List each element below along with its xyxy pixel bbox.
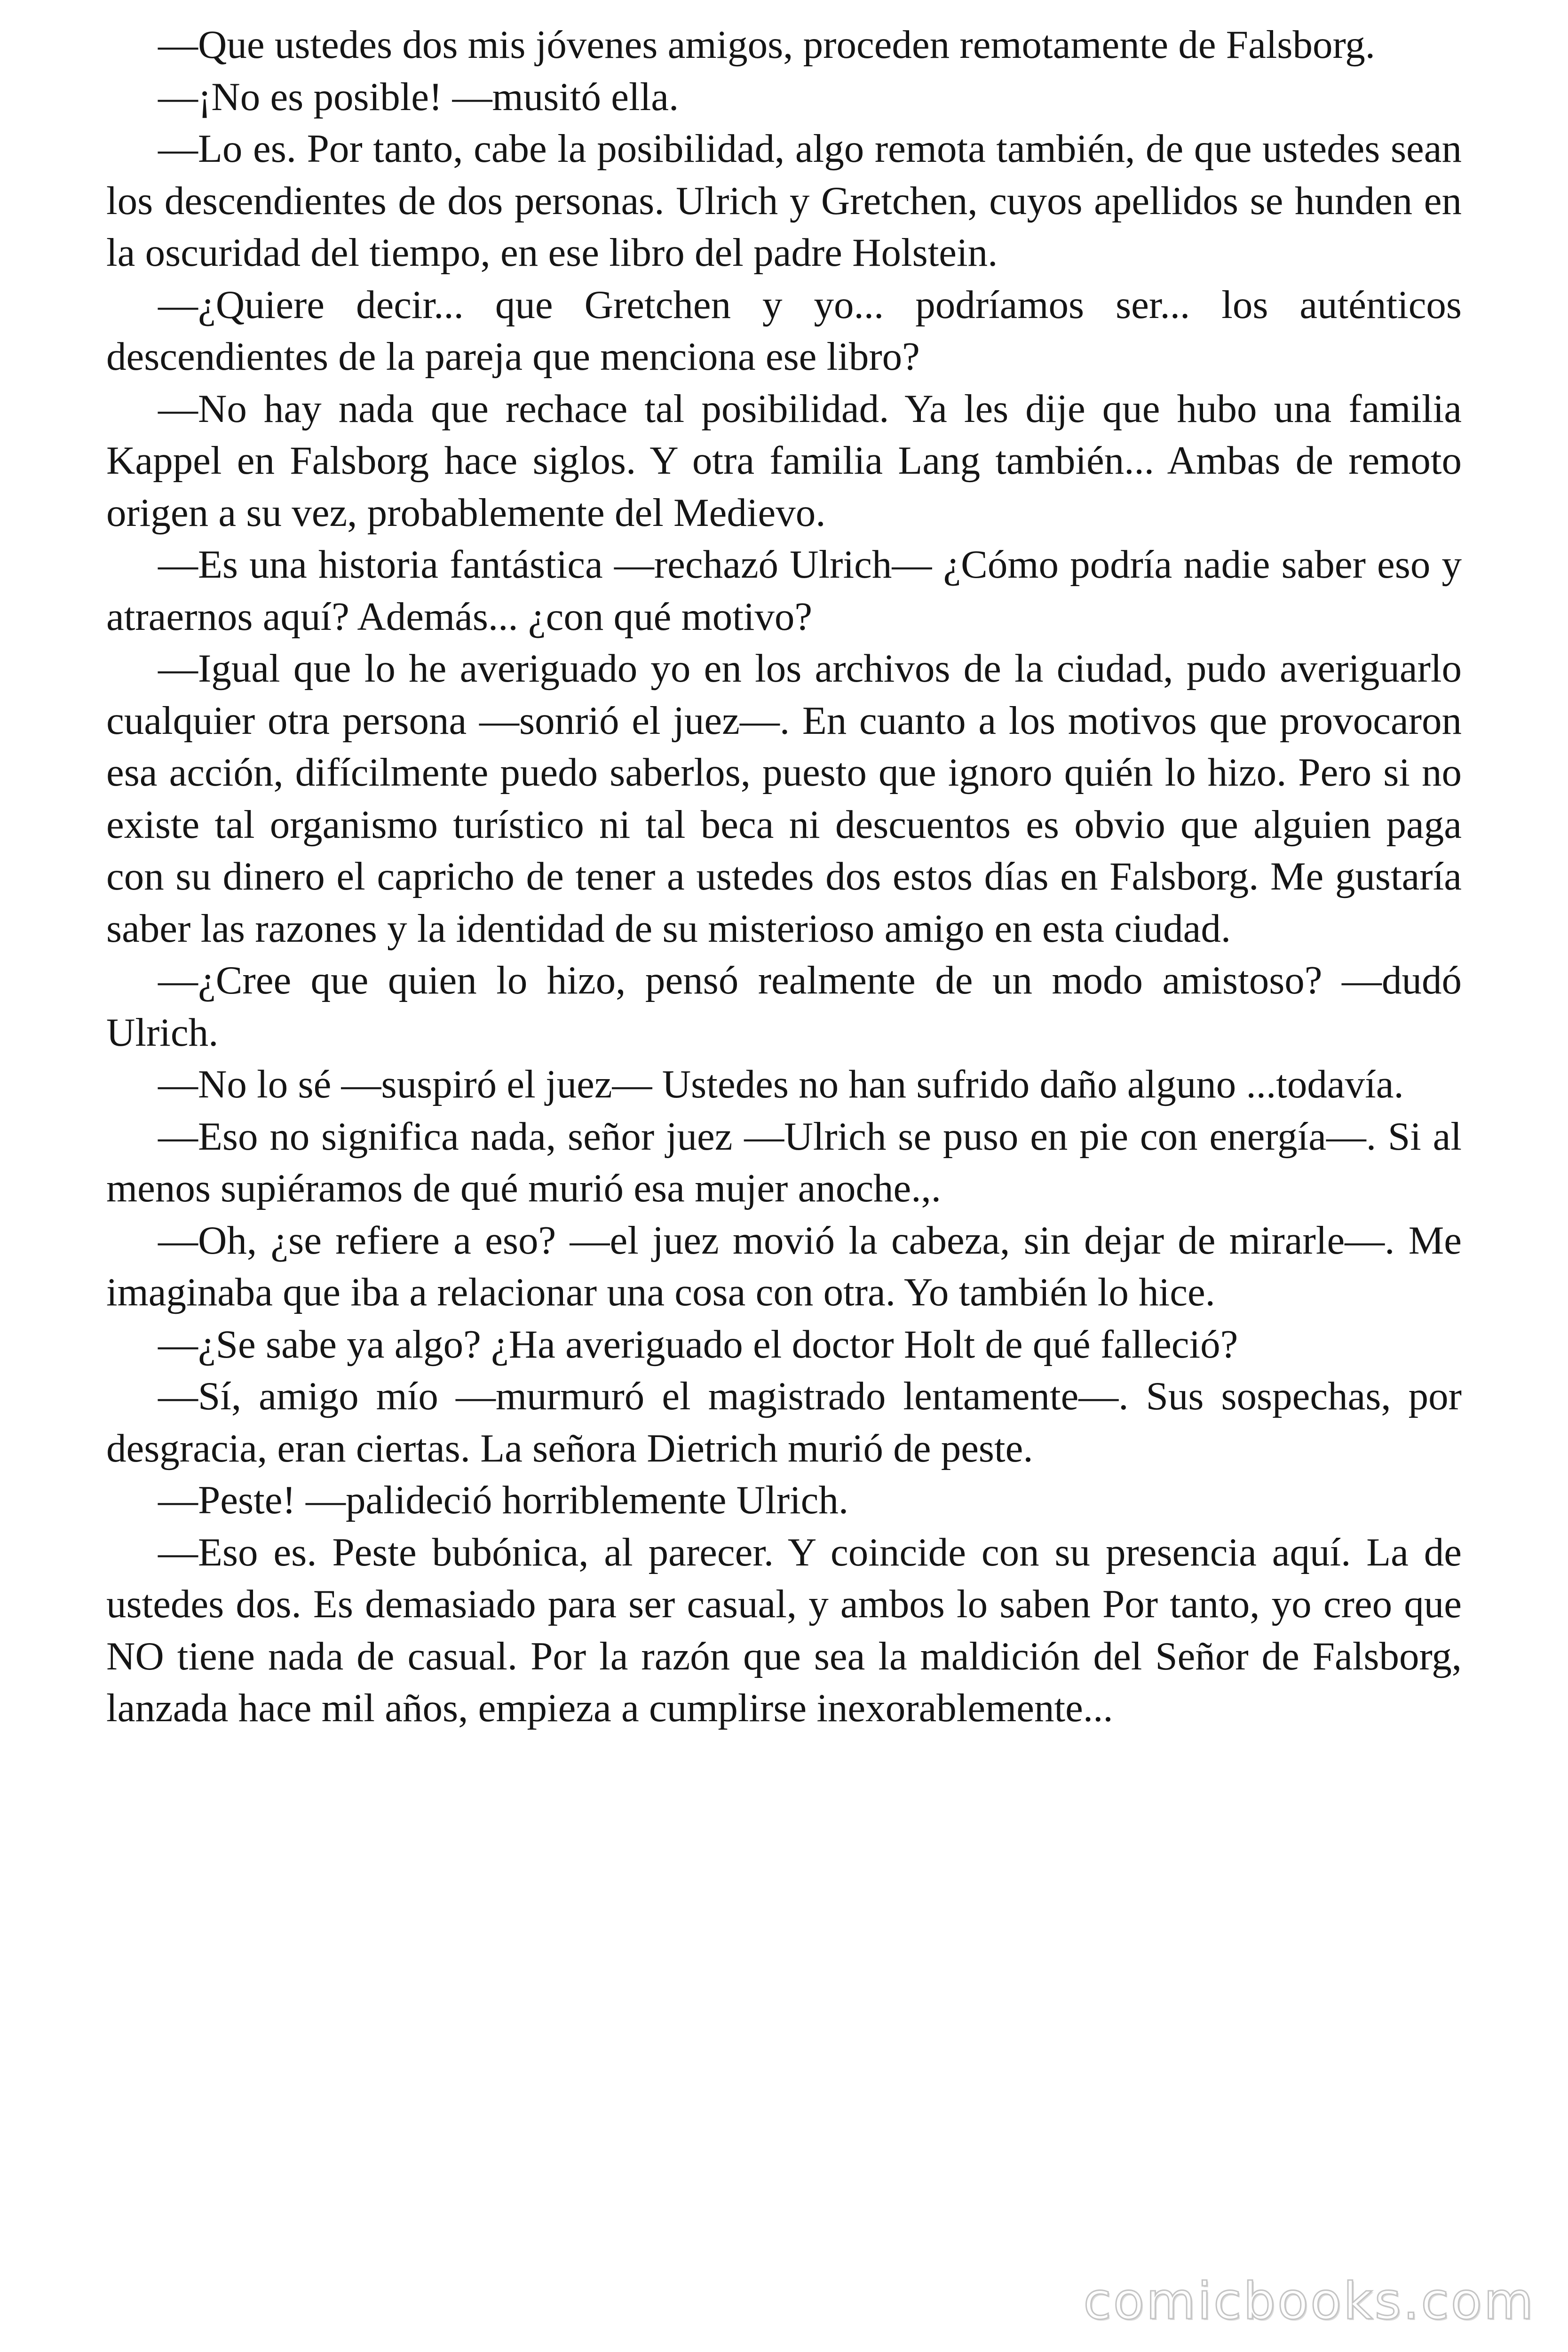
paragraph: —Que ustedes dos mis jóvenes amigos, proceden remotamente de Falsborg. bbox=[158, 23, 1376, 67]
paragraph: —Igual que lo he averiguado yo en los archivos de la ciudad, pudo averiguarlo cualquier otra persona —sonrió el juez—. En cuanto a los motivos que provocaron esa acción, difícilmente puedo saberlos, puesto que ignoro quién lo hizo. Pero si no existe tal organismo turístico ni tal beca ni descuentos es obvio que alguien paga con su dinero el capricho de tener a ustedes dos estos días en Falsborg. Me gustaría saber las razones y la identidad de su misterioso amigo en esta ciudad. bbox=[106, 646, 1462, 951]
paragraph: —Eso no significa nada, señor juez —Ulrich se puso en pie con energía—. Si al menos supiéramos de qué murió esa mujer anoche.,. bbox=[106, 1114, 1462, 1210]
paragraph: —Eso es. Peste bubónica, al parecer. Y coincide con su presencia aquí. La de ustedes dos. Es demasiado para ser casual, y ambos lo saben Por tanto, yo creo que NO tiene nada de casual. Por la razón que sea la maldición del Señor de Falsborg, lanzada hace mil años, empieza a cumplirse inexorablemente... bbox=[106, 1530, 1462, 1730]
watermark: comicbooks.com bbox=[1083, 2272, 1535, 2331]
paragraph: —¿Quiere decir... que Gretchen y yo... podríamos ser... los auténticos descendientes de la pareja que menciona ese libro? bbox=[106, 282, 1462, 379]
page-body bbox=[106, 19, 1462, 1734]
paragraph: —¿Se sabe ya algo? ¿Ha averiguado el doctor Holt de qué falleció? bbox=[158, 1322, 1238, 1367]
paragraph: —Lo es. Por tanto, cabe la posibilidad, algo remota también, de que ustedes sean los descendientes de dos personas. Ulrich y Gretchen, cuyos apellidos se hunden en la oscuridad del tiempo, en ese libro del padre Holstein. bbox=[106, 127, 1462, 275]
paragraph: —No lo sé —suspiró el juez— Ustedes no han sufrido daño alguno ...todavía. bbox=[158, 1062, 1404, 1106]
paragraph: —Oh, ¿se refiere a eso? —el juez movió la cabeza, sin dejar de mirarle—. Me imaginaba que iba a relacionar una cosa con otra. Yo también lo hice. bbox=[106, 1218, 1462, 1314]
paragraph: —¡No es posible! —musitó ella. bbox=[158, 74, 679, 119]
paragraph: —Es una historia fantástica —rechazó Ulrich— ¿Cómo podría nadie saber eso y atraernos aquí? Además... ¿con qué motivo? bbox=[106, 542, 1462, 639]
paragraph: —¿Cree que quien lo hizo, pensó realmente de un modo amistoso? —dudó Ulrich. bbox=[106, 958, 1462, 1055]
paragraph: —Sí, amigo mío —murmuró el magistrado lentamente—. Sus sospechas, por desgracia, eran ciertas. La señora Dietrich murió de peste. bbox=[106, 1374, 1462, 1470]
paragraph: —Peste! —palideció horriblemente Ulrich. bbox=[158, 1478, 849, 1522]
paragraph: —No hay nada que rechace tal posibilidad. Ya les dije que hubo una familia Kappel en Falsborg hace siglos. Y otra familia Lang también... Ambas de remoto origen a su vez, probablemente del Medievo. bbox=[106, 386, 1462, 535]
